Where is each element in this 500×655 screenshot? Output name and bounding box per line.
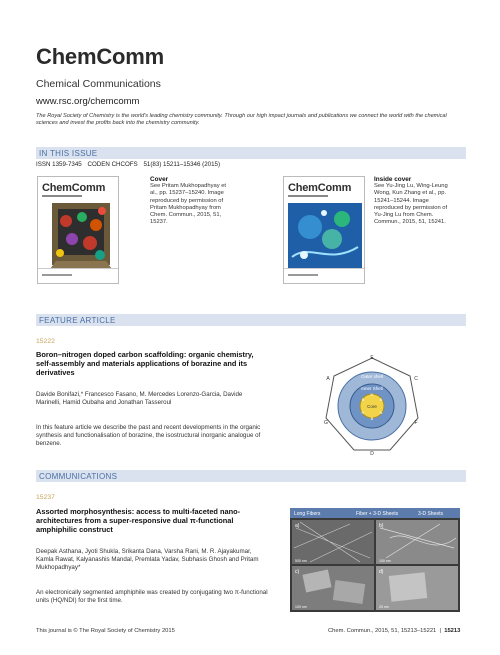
section-heading: COMMUNICATIONS xyxy=(39,471,118,481)
communication-title[interactable]: Assorted morphosynthesis: access to multi-faceted nano-architectures from a super-responsive dual π-functional amphiphilic construct xyxy=(36,507,241,535)
cover-logo: ChemComm xyxy=(42,182,106,194)
figure-letter: F xyxy=(414,420,418,426)
panel-label: c) xyxy=(295,569,300,575)
coden: CODEN CHCOFS xyxy=(87,161,138,168)
communication-abstract: An electronically segmented amphiphile was created by conjugating two π-functional units (HQ/NDI) for the first time. xyxy=(36,589,268,604)
journal-logo: ChemComm xyxy=(36,44,164,69)
panel-label: d) xyxy=(379,569,384,575)
figure-letter: D xyxy=(370,451,374,456)
issn: ISSN 1359-7345 xyxy=(36,161,82,168)
scale-bar-label: 20 nm xyxy=(379,605,389,609)
feature-title[interactable]: Boron–nitrogen doped carbon scaffolding: organic chemistry, self-assembly and materials applications of borazine and its derivatives xyxy=(36,350,254,378)
volume-pages: 51(83) 15211–15346 (2015) xyxy=(143,161,221,168)
figure-label: Inner Shell xyxy=(361,386,383,391)
inside-cover-caption xyxy=(374,176,454,226)
panel-label: b) xyxy=(379,523,384,529)
cover-footer xyxy=(38,268,119,283)
cover-text: See Pritam Mukhopadhyay et al., pp. 15237–15240. Image reproduced by permission of Pritam Mukhopadhyay from Chem. Commun., 2015, 51, 15237. xyxy=(150,183,227,226)
figure-letter: A xyxy=(326,376,330,382)
core-atom: N xyxy=(379,410,383,415)
figure-label: Outer shell xyxy=(361,374,383,379)
inside-cover-text: See Yu-Jing Lu, Wing-Leung Wong, Kun Zhang et al., pp. 15241–15244. Image reproduced by permission of Yu-Jing Lu from Chem. Commun., 2015, 51, 15241. xyxy=(374,183,448,226)
footer-citation: Chem. Commun., 2015, 51, 15213–15221 | 15213 xyxy=(328,628,461,634)
panel-label: a) xyxy=(295,523,300,529)
rsc-blurb: The Royal Society of Chemistry is the world's leading chemistry community. Through our high impact journals and publications we connect the world with the chemical sciences and invest the profits back into the chemistry community. xyxy=(36,113,447,127)
cover-logo: ChemComm xyxy=(288,182,352,194)
figure-label: Core xyxy=(367,404,377,409)
scale-bar-label: 100 nm xyxy=(295,605,307,609)
feature-abstract: In this feature article we describe the past and recent developments in the organic synthesis and functionalisation of borazine, the isostructural inorganic analogue of benzene. xyxy=(36,424,261,447)
communication-authors: Deepak Asthana, Jyoti Shukla, Srikanta Dana, Varsha Rani, M. R. Ajayakumar, Kamla Rawat, Kalyanashis Mandal, Premlata Yadav, Subhasis Ghosh and Pritam Mukhopadhyay* xyxy=(36,548,259,571)
cover-image[interactable] xyxy=(37,176,119,284)
feature-page-number: 15222 xyxy=(36,338,55,345)
feature-figure xyxy=(320,352,424,456)
inside-cover-image[interactable] xyxy=(283,176,365,284)
figure-top-label: Fiber + 3-D Sheets xyxy=(356,511,399,517)
section-bar-feature-article xyxy=(36,314,466,326)
core-atom: B xyxy=(370,416,374,421)
core-atom: N xyxy=(370,392,374,397)
core-atom: B xyxy=(361,397,365,402)
feature-authors: Davide Bonifazi,* Francesco Fasano, M. Mercedes Lorenzo-Garcia, Davide Marinelli, Hamid Oubaha and Jonathan Tasseroul xyxy=(36,391,243,406)
sem-figure xyxy=(290,508,460,612)
footer-page-number: 15213 xyxy=(444,628,461,634)
cover-footer xyxy=(284,268,365,283)
section-bar-in-this-issue xyxy=(36,147,466,159)
inside-cover-label: Inside cover xyxy=(374,176,412,183)
figure-top-label: Long Fibers xyxy=(294,511,321,517)
cover-caption xyxy=(150,176,230,226)
scale-bar-label: 500 nm xyxy=(295,559,307,563)
journal-subtitle: Chemical Communications xyxy=(36,78,161,90)
section-heading: IN THIS ISSUE xyxy=(39,148,98,158)
core-atom: N xyxy=(361,410,365,415)
figure-letter: C xyxy=(414,376,418,382)
footer-citation-text: Chem. Commun., 2015, 51, 15213–15221 xyxy=(328,628,437,634)
figure-letter: G xyxy=(324,420,328,426)
communication-page-number: 15237 xyxy=(36,494,55,501)
core-atom: B xyxy=(379,397,383,402)
figure-top-label: 3-D Sheets xyxy=(418,511,444,517)
journal-url[interactable]: www.rsc.org/chemcomm xyxy=(36,96,140,107)
cover-label: Cover xyxy=(150,176,169,183)
section-bar-communications xyxy=(36,470,466,482)
scale-bar-label: 100 nm xyxy=(379,559,391,563)
issn-line xyxy=(36,161,224,168)
footer-copyright: This journal is © The Royal Society of Chemistry 2015 xyxy=(36,628,175,634)
figure-letter: E xyxy=(370,355,374,361)
section-heading: FEATURE ARTICLE xyxy=(39,315,116,325)
